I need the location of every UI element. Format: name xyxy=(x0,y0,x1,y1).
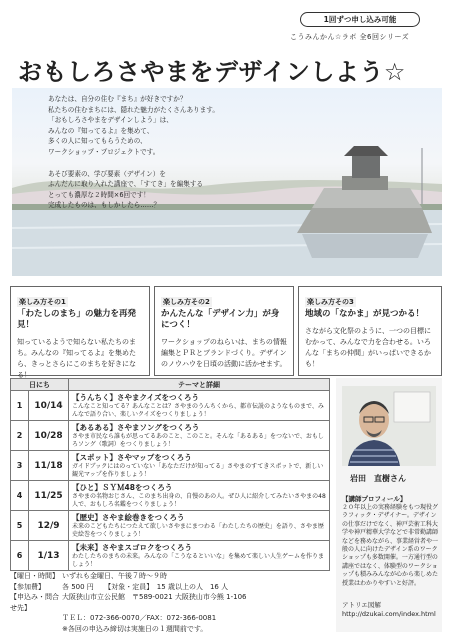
intro-line: とっても濃厚な２時間×6回です！ xyxy=(48,190,150,199)
series-label: こうみんかん☆ラボ 全6回シリーズ xyxy=(290,33,410,41)
lecturer-panel xyxy=(336,378,442,632)
table-row xyxy=(11,451,330,481)
session-number: 4 xyxy=(11,481,29,511)
feature-body: 知っているようで知らない私たちのまち。みんなの『知ってるよ』を集めたら、きっとさらにこのまちを好きになる！ xyxy=(17,338,136,379)
session-title: 【未来】さやまスゴロクをつくろう xyxy=(72,543,192,552)
session-desc: ガイドブックにはのっていない「あなただけが知ってる」さやまのすてきスポットで、新しい観光マップを作りましょう！ xyxy=(72,463,324,478)
session-title: 【歴史】さやま絵巻きをつくろう xyxy=(72,513,185,522)
lecturer-url[interactable]: http://dzukai.com/index.html xyxy=(342,610,436,618)
session-number: 5 xyxy=(11,511,29,541)
session-date: 12/9 xyxy=(29,511,69,541)
feature-box-1 xyxy=(10,286,150,379)
session-desc: さやま市民なら誰もが思ってるあのこと、このこと。そんな「あるある」をつないで、おもしろソング（歌詞）をつくりましょう！ xyxy=(72,433,324,448)
session-desc: さやまの名物おじさん、このまち出身の、自慢のあの人。ぜひ人に紹介してみたいさやまの48人で、おもしろ名鑑をつくりましょう！ xyxy=(72,493,326,508)
info-label xyxy=(10,613,62,624)
intro-line: 「おもしろさやまをデザインしよう」は、 xyxy=(48,116,173,125)
feature-box-3 xyxy=(298,286,442,376)
session-number: 3 xyxy=(11,451,29,481)
lecturer-bio: ２０年以上の実務経験をもつ現役グラフィック・デザイナー。デザインの仕事だけでなく、神戸芸術工科大学や神戸精華大学などで非常勤講師などを務めながら、事業経営者や一般の人に向けたデザイン系のワークショップも多数開催。一方通行型の講座ではなく、体験型のワークショップも積みみんなが心から楽しめた授業はわかりやすいと好評。 xyxy=(342,504,439,587)
column-header-date: 日にち xyxy=(11,379,69,391)
intro-line: 私たちの住むまちには、隠れた魅力がたくさんあります。 xyxy=(48,105,219,114)
table-header-row xyxy=(11,379,330,391)
lecturer-name: 岩田 直樹さん xyxy=(350,474,406,483)
feature-tag: 楽しみ方その2 xyxy=(163,298,210,306)
feature-tag: 楽しみ方その3 xyxy=(307,298,354,306)
feature-body: さながら文化祭のように、一つの目標にむかって、みんなで力を合わせる。いろんな「まちの仲間」がいっぱいできるかも！ xyxy=(305,327,431,368)
page-title: おもしろさやまをデザインしよう☆ xyxy=(18,58,406,86)
session-desc: 未来のこどもたちにつたえて欲しいさやまにまつわる「わたしたちの歴史」を語り、さやま歴史絵巻をつくりましょう！ xyxy=(72,523,324,538)
session-detail xyxy=(69,481,330,511)
intro-line: 多くの人に知ってもらうための、 xyxy=(48,137,147,146)
session-title: 【うんちく】さやまクイズをつくろう xyxy=(72,393,200,402)
intro-spacer xyxy=(48,158,233,169)
info-row xyxy=(10,592,335,613)
profile-title: 【講師プロフィール】 xyxy=(342,495,407,503)
event-info xyxy=(10,571,335,634)
lecturer-portrait-illustration xyxy=(342,386,436,466)
session-number: 6 xyxy=(11,541,29,571)
session-number: 2 xyxy=(11,421,29,451)
session-detail xyxy=(69,451,330,481)
schedule-table xyxy=(10,378,330,571)
table-row xyxy=(11,511,330,541)
table-row xyxy=(11,481,330,511)
lecturer-org: アトリエ図解 xyxy=(342,601,381,609)
intro-line: あそび要素の、学び要素（デザイン）を xyxy=(48,169,166,178)
intro-line: 完成したものは、もしかしたら……？ xyxy=(48,201,161,210)
info-row xyxy=(10,613,335,624)
info-value: 各 500 円 【対象・定員】 15 歳以上の人 16 人 xyxy=(62,582,229,591)
registration-badge: 1回ずつ申し込み可能 xyxy=(300,12,420,27)
info-row xyxy=(10,571,335,582)
info-row xyxy=(10,582,335,593)
feature-tag: 楽しみ方その1 xyxy=(19,298,66,306)
session-title: 【スポット】さやマップをつくろう xyxy=(72,453,192,462)
intro-line: ふんだんに取り入れた講座で、「すてき」を編集する xyxy=(48,180,204,189)
session-detail xyxy=(69,541,330,571)
column-header-theme: テーマと詳細 xyxy=(69,379,330,391)
session-date: 10/28 xyxy=(29,421,69,451)
session-title: 【ひと】ＳＹＭ48をつくろう xyxy=(72,483,173,492)
lecturer-photo xyxy=(342,386,436,466)
info-label: 【参加費】 xyxy=(10,582,45,591)
info-label xyxy=(10,624,62,635)
table-row xyxy=(11,421,330,451)
session-desc: わたしたちのまちの未来。みんなの「こうなるといいな」を集めて楽しい人生ゲームを作りましょう！ xyxy=(72,553,325,568)
session-desc: こんなこと知ってる？あんなことは？さやまのうんちくから、都市伝説のようなものまで、みんなで語り合い、楽しいクイズをつくりましょう！ xyxy=(72,403,324,418)
intro-line: あなたは、自分の住む『まち』が好きですか？ xyxy=(48,95,187,103)
feature-box-2 xyxy=(154,286,294,376)
feature-heading: 「わたしのまち」の魅力を再発見！ xyxy=(17,309,137,330)
intro-text xyxy=(48,94,233,211)
table-row xyxy=(11,541,330,571)
session-date: 10/14 xyxy=(29,391,69,421)
intro-line: みんなの『知ってるよ』を集めて、 xyxy=(48,126,154,135)
session-number: 1 xyxy=(11,391,29,421)
info-row xyxy=(10,624,335,635)
feature-heading: かんたんな「デザイン力」が身につく！ xyxy=(161,309,280,330)
feature-heading: 地域の「なかま」が見つかる！ xyxy=(305,309,425,319)
session-date: 11/25 xyxy=(29,481,69,511)
info-label: 【申込み・問合せ先】 xyxy=(10,593,59,612)
info-value: 大阪狭山市立公民館 〒589-0021 大阪狭山市今熊 1-106 xyxy=(62,593,247,601)
session-detail xyxy=(69,421,330,451)
info-label: 【曜日・時間】 xyxy=(10,572,59,580)
info-value: いずれも金曜日、午後７時～９時 xyxy=(62,572,167,580)
info-value: ＴＥＬ：072-366-0070／FAX：072-366-0081 xyxy=(62,614,217,622)
feature-body: ワークショップのねらいは、まちの情報編集とＰＲとブランドづくり。デザインのノウハウを日頃の活動に活かせます。 xyxy=(161,338,287,368)
intro-line: ワークショップ・プロジェクトです。 xyxy=(48,147,160,156)
session-date: 11/18 xyxy=(29,451,69,481)
session-detail xyxy=(69,391,330,421)
session-detail xyxy=(69,511,330,541)
session-title: 【あるある】さやまソングをつくろう xyxy=(72,423,200,432)
session-date: 1/13 xyxy=(29,541,69,571)
table-row xyxy=(11,391,330,421)
info-value: ※各回の申込み締切は実施日の１週間前です。 xyxy=(62,624,208,633)
